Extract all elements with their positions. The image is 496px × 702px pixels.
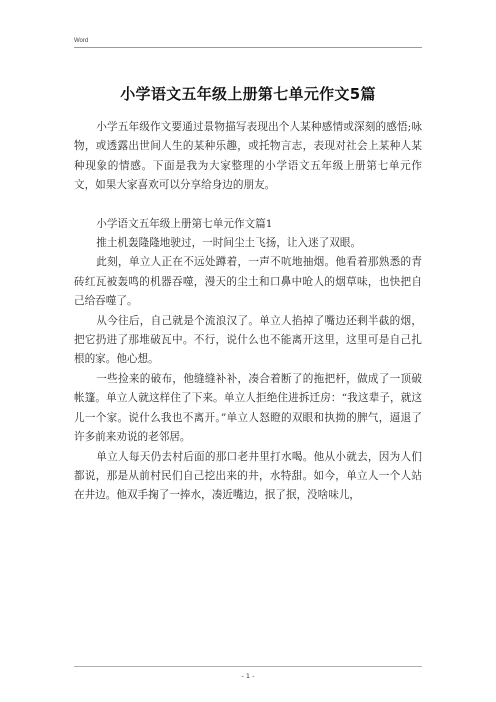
page-number: - 1 - (241, 672, 255, 680)
document-title: 小学语文五年级上册第七单元作文5篇 (120, 85, 376, 103)
header-divider (74, 47, 422, 48)
body-paragraph: 推土机轰隆隆地驶过，一时间尘土飞扬，让入迷了双眼。 (96, 237, 362, 250)
intro-paragraph: 小学五年级作文要通过景物描写表现出个人某种感情或深刻的感悟;咏物，或透露出世间人生的某种乐趣，或托物言志，表现对社会上某种人某种现象的情感。下面是我为大家整理的小学语文五年级上册第七单元作文，如果大家喜欢可以分享给身边的朋友。 (74, 121, 422, 192)
header-app-label: Word (74, 38, 89, 44)
section-heading: 小学语文五年级上册第七单元作文篇1 (96, 217, 273, 230)
document-body (74, 118, 422, 506)
paragraph-spacer (74, 196, 422, 215)
body-paragraph: 从今往后，自己就是个流浪汉了。单立人掐掉了嘴边还剩半截的烟，把它扔进了那堆破瓦中。不行，说什么也不能离开这里，这里可是自己扎根的家。他心想。 (74, 314, 422, 366)
footer-divider (74, 666, 422, 667)
body-paragraph: 一些捡来的破布，他缝缝补补，凑合着断了的拖把杆，做成了一顶破帐篷。单立人就这样住了下来。单立人拒绝住进拆迁房：“我这辈子，就这儿一个家。说什么我也不离开。”单立人怒瞪的双眼和执拗的脾气，逼退了许多前来劝说的老邻居。 (74, 372, 422, 444)
body-paragraph: 单立人每天仍去村后面的那口老井里打水喝。他从小就去，因为人们都说，那是从前村民们自己挖出来的井，水特甜。如今，单立人一个人站在井边。他双手掬了一捧水，凑近嘴边，抿了抿，没啥味儿， (74, 450, 422, 502)
body-paragraph: 此刻，单立人正在不远处蹲着，一声不吭地抽烟。他看着那熟悉的青砖红瓦被轰鸣的机器吞噬，漫天的尘土和口鼻中呛人的烟草味，也快把自己给吞噬了。 (74, 256, 422, 308)
